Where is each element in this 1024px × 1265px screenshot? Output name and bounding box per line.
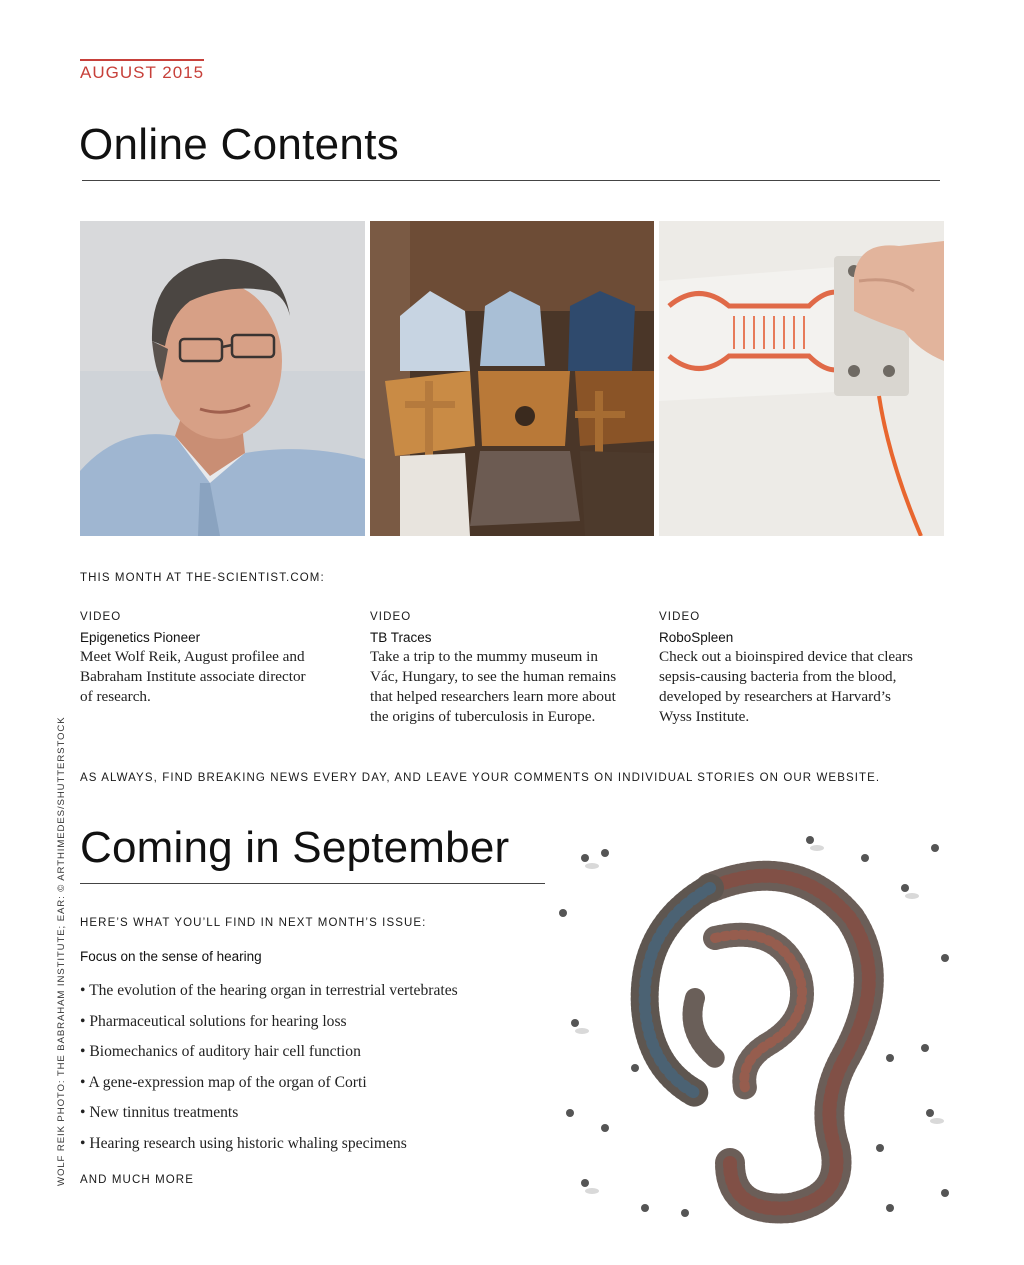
website-note: AS ALWAYS, FIND BREAKING NEWS EVERY DAY, AND LEAVE YOUR COMMENTS ON INDIVIDUAL STORIES ON OUR WEBSITE. — [80, 772, 881, 784]
item-description — [659, 647, 939, 727]
item-type: VIDEO — [370, 611, 412, 623]
description-line: the origins of tuberculosis in Europe. — [370, 708, 596, 725]
description-line: of research. — [80, 688, 151, 705]
item-type: VIDEO — [80, 611, 122, 623]
coming-title: Coming in September — [80, 823, 510, 872]
description-line: sepsis-causing bacteria from the blood, — [659, 668, 897, 685]
topic-list — [80, 982, 458, 1165]
online-item — [80, 611, 360, 707]
section-label: THIS MONTH AT THE-SCIENTIST.COM: — [80, 572, 325, 584]
description-line: Wyss Institute. — [659, 708, 750, 725]
list-item: • Biomechanics of auditory hair cell function — [80, 1043, 361, 1060]
item-description — [80, 647, 360, 707]
photo-credit: WOLF REIK PHOTO: THE BABRAHAM INSTITUTE; EAR: © ARTHIMEDES/SHUTTERSTOCK — [56, 716, 67, 1186]
ear-crowd-illustration — [545, 828, 963, 1238]
online-item — [370, 611, 650, 727]
item-type: VIDEO — [659, 611, 701, 623]
item-description — [370, 647, 650, 727]
item-title[interactable]: TB Traces — [370, 630, 432, 645]
title-divider — [82, 180, 940, 181]
list-item: • A gene-expression map of the organ of Corti — [80, 1073, 367, 1091]
item-title[interactable]: RoboSpleen — [659, 630, 734, 645]
mummy-museum-photo — [370, 221, 654, 536]
description-line: Vác, Hungary, to see the human remains — [370, 668, 617, 685]
list-item: • The evolution of the hearing organ in terrestrial vertebrates — [80, 982, 458, 999]
description-line: developed by researchers at Harvard’s — [659, 688, 891, 705]
wolf-reik-photo — [80, 221, 365, 536]
description-line: Take a trip to the mummy museum in — [370, 648, 598, 665]
coming-intro: HERE’S WHAT YOU’LL FIND IN NEXT MONTH’S ISSUE: — [80, 917, 427, 929]
description-line: Meet Wolf Reik, August profilee and — [80, 648, 305, 665]
description-line: that helped researchers learn more about — [370, 688, 616, 705]
list-item: • Hearing research using historic whaling specimens — [80, 1134, 407, 1152]
list-item: • Pharmaceutical solutions for hearing loss — [80, 1012, 347, 1030]
item-title[interactable]: Epigenetics Pioneer — [80, 630, 201, 645]
issue-date: AUGUST 2015 — [80, 63, 205, 82]
issue-date-rule — [80, 59, 204, 61]
online-item — [659, 611, 939, 727]
page-title: Online Contents — [79, 120, 400, 169]
focus-heading: Focus on the sense of hearing — [80, 949, 262, 964]
robospleen-photo — [659, 221, 944, 536]
list-item: • New tinnitus treatments — [80, 1104, 239, 1121]
description-line: Check out a bioinspired device that clears — [659, 648, 913, 665]
much-more-label: AND MUCH MORE — [80, 1174, 194, 1186]
description-line: Babraham Institute associate director — [80, 668, 306, 685]
